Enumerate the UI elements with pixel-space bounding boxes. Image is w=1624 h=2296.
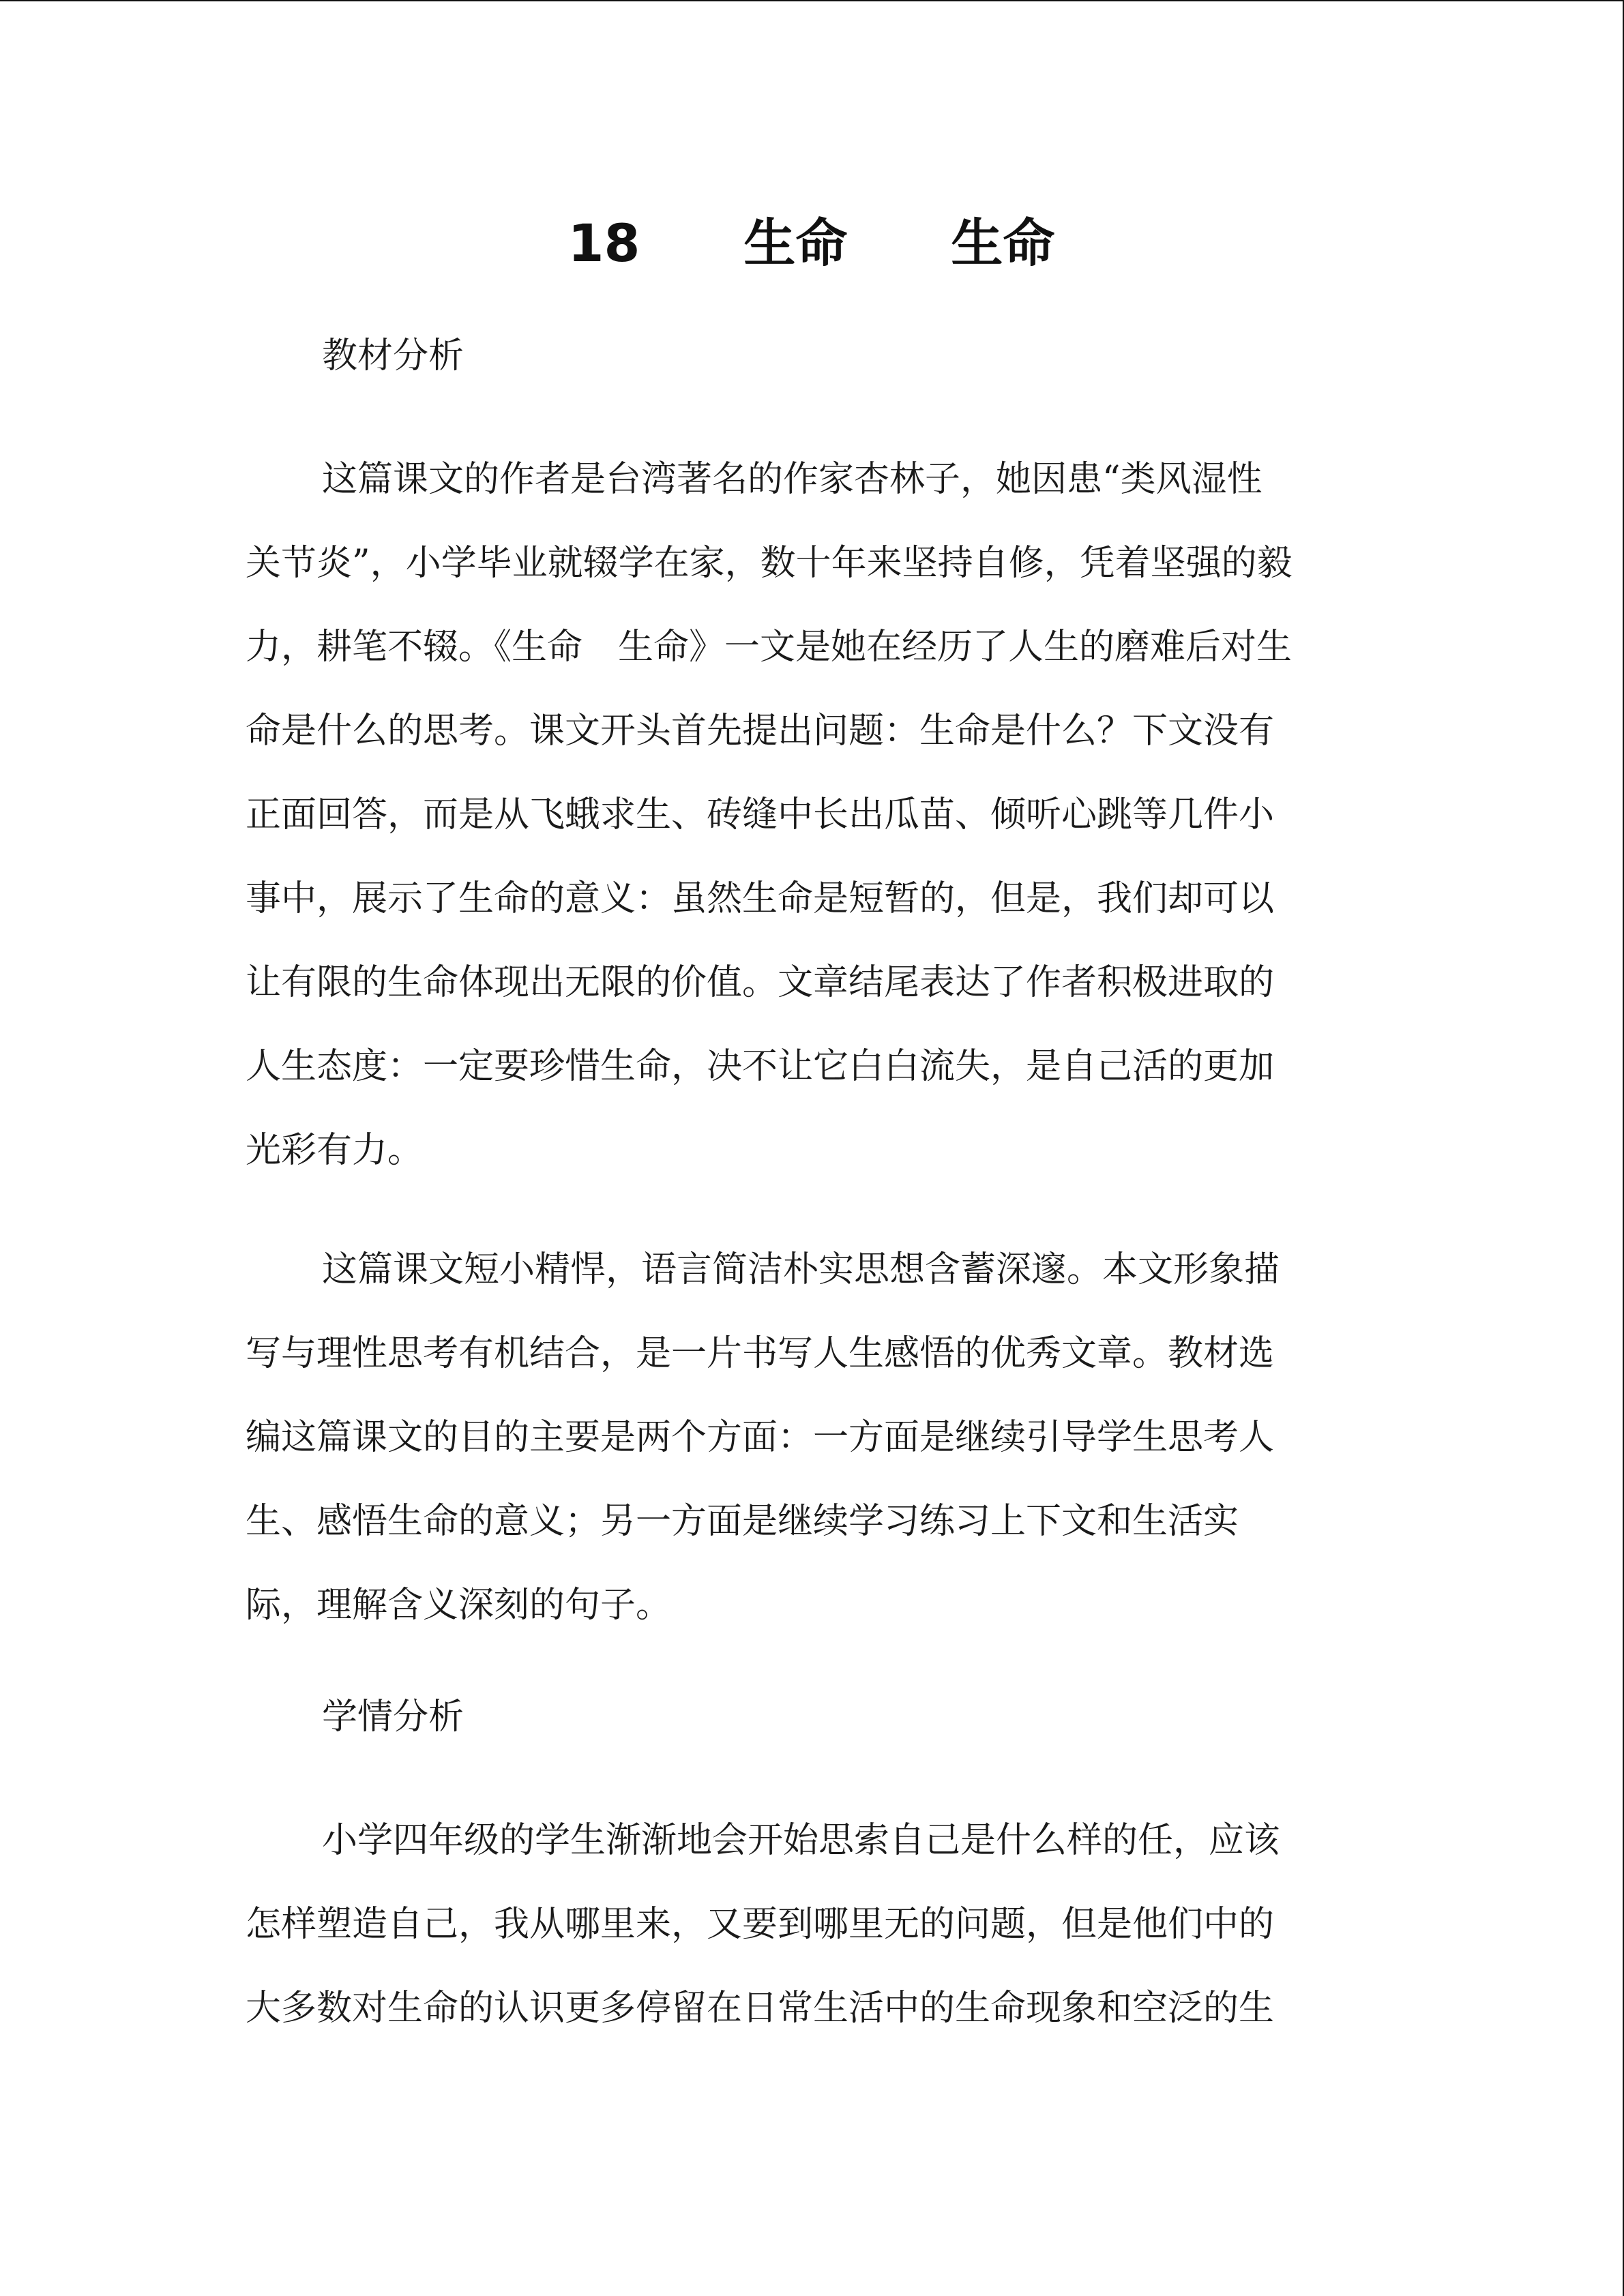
- paragraph-line: 关节炎”，小学毕业就辍学在家，数十年来坚持自修，凭着坚强的毅: [246, 543, 1293, 584]
- section-heading-textbook-analysis: 教材分析: [322, 336, 464, 376]
- document-title: 18 生命 生命: [567, 213, 1055, 273]
- paragraph-line: 际，理解含义深刻的句子。: [246, 1585, 672, 1626]
- paragraph: [246, 438, 1381, 1193]
- paragraph-line: 大多数对生命的认识更多停留在日常生活中的生命现象和空泛的生: [246, 1988, 1275, 2029]
- paragraph-line: 编这篇课文的目的主要是两个方面：一方面是继续引导学生思考人: [246, 1417, 1275, 1458]
- paragraph: [246, 1799, 1381, 2051]
- paragraph-line: 事中，展示了生命的意义：虽然生命是短暂的，但是，我们却可以: [246, 878, 1275, 919]
- paragraph-line: 命是什么的思考。课文开头首先提出问题：生命是什么？下文没有: [246, 711, 1275, 751]
- document-body: [246, 322, 1381, 2086]
- section-heading-learner-analysis: 学情分析: [322, 1697, 464, 1738]
- paragraph-line: 正面回答，而是从飞蛾求生、砖缝中长出瓜苗、倾听心跳等几件小: [246, 794, 1275, 835]
- paragraph-line: 写与理性思考有机结合，是一片书写人生感悟的优秀文章。教材选: [246, 1333, 1275, 1374]
- paragraph: [246, 1228, 1381, 1648]
- paragraph-line: 这篇课文短小精悍，语言简洁朴实思想含蓄深邃。本文形象描: [322, 1249, 1280, 1290]
- paragraph-line: 小学四年级的学生渐渐地会开始思索自己是什么样的任，应该: [322, 1820, 1280, 1861]
- paragraph-line: 让有限的生命体现出无限的价值。文章结尾表达了作者积极进取的: [246, 962, 1275, 1003]
- paragraph-line: 生、感悟生命的意义；另一方面是继续学习练习上下文和生活实: [246, 1501, 1239, 1542]
- paragraph-line: 人生态度：一定要珍惜生命，决不让它白白流失，是自己活的更加: [246, 1046, 1275, 1087]
- paragraph-line: 怎样塑造自己，我从哪里来，又要到哪里无的问题，但是他们中的: [246, 1904, 1275, 1945]
- paragraph-line: 力，耕笔不辍。《生命 生命》一文是她在经历了人生的磨难后对生: [246, 627, 1293, 668]
- paragraph-line: 这篇课文的作者是台湾著名的作家杏林子，她因患“类风湿性: [322, 459, 1263, 500]
- paragraph-line: 光彩有力。: [246, 1130, 424, 1171]
